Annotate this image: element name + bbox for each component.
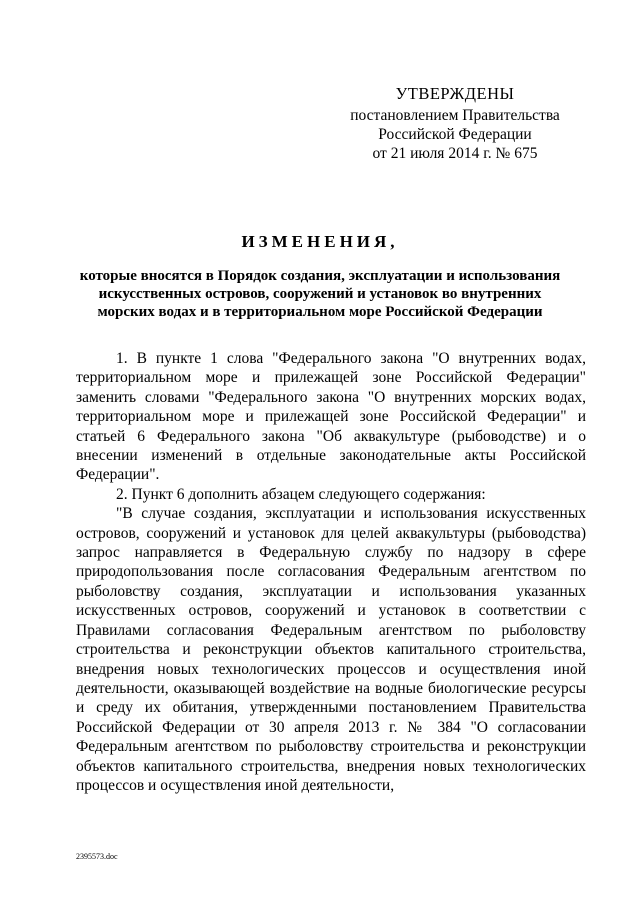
document-body (76, 349, 586, 795)
approval-stamp (330, 84, 580, 163)
paragraph-2: 2. Пункт 6 дополнить абзацем следующего содержания: (116, 485, 486, 503)
footer-file-name: 2395573.doc (76, 852, 118, 861)
paragraph-3: "В случае создания, эксплуатации и использования искусственных островов, сооружений и установок для целей аквакультуры (рыбоводства) запрос направляется в Федеральную службу по надзору в сфере природопользования после согласования Федеральным агентством по рыболовству создания, эксплуатации и использования указанных искусственных островов, сооружений и установок в соответствии с Правилами согласования Федеральным агентством по рыболовству строительства и реконструкции объектов капитального строительства, внедрения новых технологических процессов и осуществления иной деятельности, оказывающей воздействие на водные биологические ресурсы и среду их обитания, утвержденными постановлением Правительства Российской Федерации от 30 апреля 2013 г. № 384 "О согласовании Федеральным агентством по рыболовству строительства и реконструкции объектов капитального строительства, внедрения новых технологических процессов и осуществления иной деятельности, (76, 505, 586, 794)
approval-line-country: Российской Федерации (378, 126, 532, 143)
approval-title: УТВЕРЖДЕНЫ (395, 84, 515, 103)
document-title: ИЗМЕНЕНИЯ, (241, 232, 399, 251)
approval-line-date-number: от 21 июля 2014 г. № 675 (372, 145, 538, 162)
paragraph-1: 1. В пункте 1 слова "Федерального закона "О внутренних водах, территориальном море и прилежащей зоне Российской Федерации" заменить словами "Федерального закона "О внутренних морских водах, территориальном море и прилежащей зоне Российской Федерации" и статьей 6 Федерального закона "Об аквакультуре (рыбоводстве) и о внесении изменений в отдельные законодательные акты Российской Федерации". (76, 350, 586, 484)
document-subtitle: которые вносятся в Порядок создания, эксплуатации и использования искусственных островов, сооружений и установок во внутренних морских водах и в территориальном море Российской Федерации (79, 268, 561, 320)
document-heading (70, 230, 570, 321)
approval-line-resolution: постановлением Правительства (350, 107, 560, 124)
